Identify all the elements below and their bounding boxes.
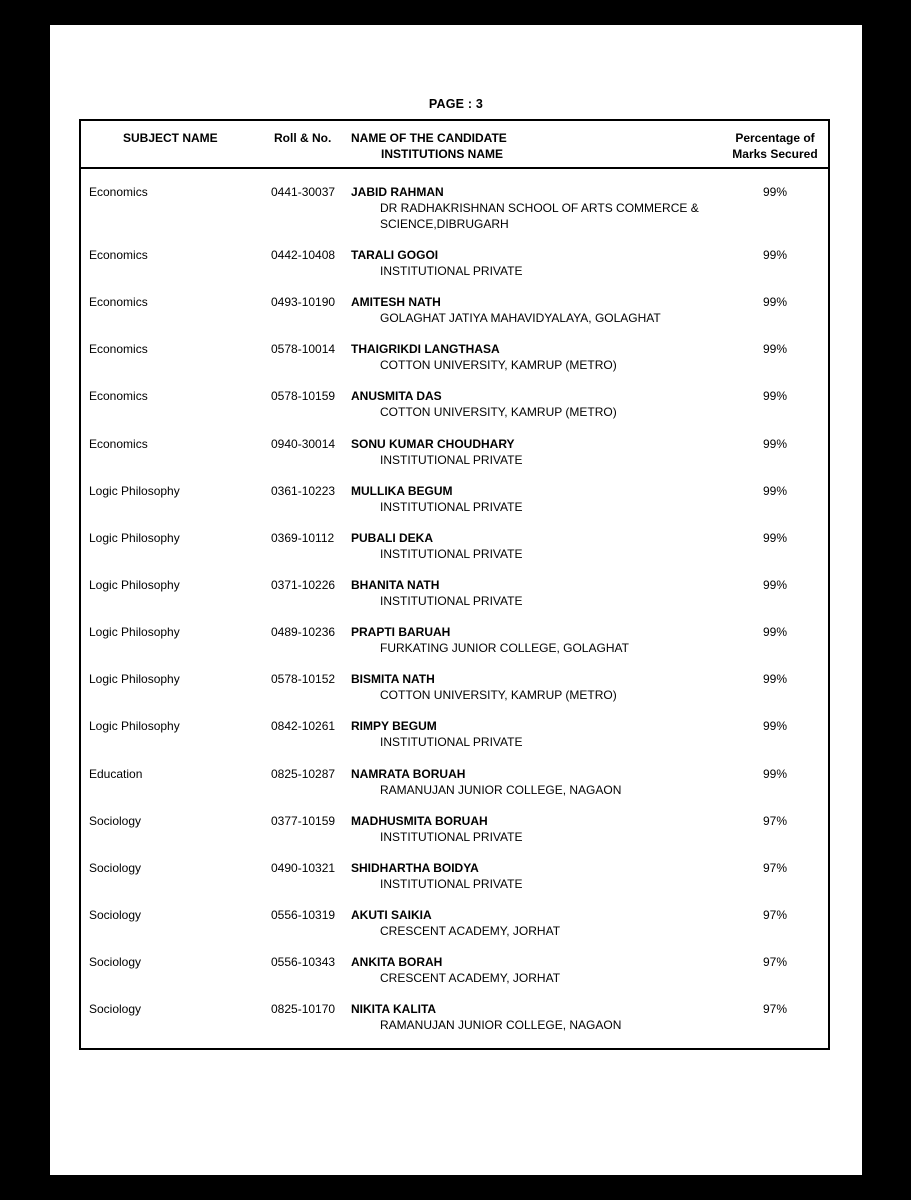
percentage-cell: 99% [762, 625, 788, 639]
header-roll: Roll & No. [274, 131, 332, 145]
percentage-cell: 97% [762, 861, 788, 875]
candidate-name: TARALI GOGOI [351, 248, 439, 262]
candidate-name: SHIDHARTHA BOIDYA [351, 861, 479, 875]
subject-cell: Logic Philosophy [89, 531, 180, 545]
roll-cell: 0578-10152 [271, 672, 336, 686]
header-pct-line2: Marks Secured [732, 147, 818, 161]
subject-cell: Logic Philosophy [89, 578, 180, 592]
roll-cell: 0940-30014 [271, 437, 336, 451]
subject-cell: Economics [89, 342, 148, 356]
table-header [81, 121, 828, 169]
candidate-name: SONU KUMAR CHOUDHARY [351, 437, 515, 451]
percentage-cell: 99% [762, 484, 788, 498]
institution-name: INSTITUTIONAL PRIVATE [380, 547, 523, 561]
institution-name: COTTON UNIVERSITY, KAMRUP (METRO) [380, 688, 617, 702]
percentage-cell: 97% [762, 1002, 788, 1016]
candidate-name: AMITESH NATH [351, 295, 441, 309]
header-name-line2: INSTITUTIONS NAME [381, 147, 503, 161]
percentage-cell: 99% [762, 767, 788, 781]
percentage-cell: 99% [762, 389, 788, 403]
institution-name: FURKATING JUNIOR COLLEGE, GOLAGHAT [380, 641, 629, 655]
percentage-cell: 99% [762, 437, 788, 451]
roll-cell: 0842-10261 [271, 719, 336, 733]
percentage-cell: 99% [762, 185, 788, 199]
institution-name: COTTON UNIVERSITY, KAMRUP (METRO) [380, 358, 617, 372]
institution-name: INSTITUTIONAL PRIVATE [380, 830, 523, 844]
percentage-cell: 99% [762, 672, 788, 686]
subject-cell: Logic Philosophy [89, 719, 180, 733]
subject-cell: Sociology [89, 908, 142, 922]
header-name-line1: NAME OF THE CANDIDATE [351, 131, 507, 145]
candidate-name: PRAPTI BARUAH [351, 625, 451, 639]
candidate-name: THAIGRIKDI LANGTHASA [351, 342, 500, 356]
percentage-cell: 97% [762, 814, 788, 828]
document-page [50, 25, 862, 1175]
roll-cell: 0442-10408 [271, 248, 336, 262]
percentage-cell: 99% [762, 531, 788, 545]
institution-name: CRESCENT ACADEMY, JORHAT [380, 924, 561, 938]
roll-cell: 0490-10321 [271, 861, 336, 875]
institution-name: INSTITUTIONAL PRIVATE [380, 264, 523, 278]
percentage-cell: 99% [762, 578, 788, 592]
roll-cell: 0369-10112 [271, 531, 335, 545]
roll-cell: 0493-10190 [271, 295, 336, 309]
roll-cell: 0825-10287 [271, 767, 336, 781]
candidate-name: BISMITA NATH [351, 672, 435, 686]
subject-cell: Sociology [89, 955, 142, 969]
results-table [79, 119, 830, 1050]
roll-cell: 0556-10319 [271, 908, 336, 922]
subject-cell: Economics [89, 437, 148, 451]
header-subject: SUBJECT NAME [123, 131, 218, 145]
roll-cell: 0556-10343 [271, 955, 336, 969]
subject-cell: Economics [89, 295, 148, 309]
roll-cell: 0371-10226 [271, 578, 336, 592]
candidate-name: AKUTI SAIKIA [351, 908, 432, 922]
institution-name: RAMANUJAN JUNIOR COLLEGE, NAGAON [380, 1018, 622, 1032]
subject-cell: Economics [89, 185, 148, 199]
subject-cell: Economics [89, 389, 148, 403]
subject-cell: Sociology [89, 1002, 142, 1016]
institution-name: INSTITUTIONAL PRIVATE [380, 594, 523, 608]
candidate-name: NAMRATA BORUAH [351, 767, 466, 781]
institution-name: INSTITUTIONAL PRIVATE [380, 500, 523, 514]
candidate-name: RIMPY BEGUM [351, 719, 437, 733]
candidate-name: BHANITA NATH [351, 578, 440, 592]
subject-cell: Sociology [89, 861, 142, 875]
candidate-name: ANKITA BORAH [351, 955, 443, 969]
subject-cell: Education [89, 767, 143, 781]
percentage-cell: 97% [762, 955, 788, 969]
institution-name: GOLAGHAT JATIYA MAHAVIDYALAYA, GOLAGHAT [380, 311, 661, 325]
candidate-name: JABID RAHMAN [351, 185, 444, 199]
subject-cell: Logic Philosophy [89, 484, 180, 498]
header-pct-line1: Percentage of [735, 131, 815, 145]
candidate-name: PUBALI DEKA [351, 531, 434, 545]
candidate-name: NIKITA KALITA [351, 1002, 437, 1016]
roll-cell: 0489-10236 [271, 625, 336, 639]
subject-cell: Economics [89, 248, 148, 262]
percentage-cell: 97% [762, 908, 788, 922]
institution-name: CRESCENT ACADEMY, JORHAT [380, 971, 561, 985]
percentage-cell: 99% [762, 719, 788, 733]
subject-cell: Logic Philosophy [89, 672, 180, 686]
header-name [351, 130, 507, 162]
roll-cell: 0825-10170 [271, 1002, 336, 1016]
institution-name: INSTITUTIONAL PRIVATE [380, 877, 523, 891]
subject-cell: Logic Philosophy [89, 625, 180, 639]
page-number: PAGE : 3 [428, 97, 484, 111]
percentage-cell: 99% [762, 248, 788, 262]
candidate-name: MULLIKA BEGUM [351, 484, 453, 498]
header-percentage [725, 130, 825, 162]
candidate-name: ANUSMITA DAS [351, 389, 442, 403]
roll-cell: 0578-10159 [271, 389, 336, 403]
institution-name: DR RADHAKRISHNAN SCHOOL OF ARTS COMMERCE & SCIENCE,DIBRUGARH [380, 201, 699, 231]
institution-name: COTTON UNIVERSITY, KAMRUP (METRO) [380, 405, 617, 419]
institution-name: INSTITUTIONAL PRIVATE [380, 735, 523, 749]
percentage-cell: 99% [762, 295, 788, 309]
institution-name: INSTITUTIONAL PRIVATE [380, 453, 523, 467]
percentage-cell: 99% [762, 342, 788, 356]
roll-cell: 0441-30037 [271, 185, 336, 199]
candidate-name: MADHUSMITA BORUAH [351, 814, 488, 828]
roll-cell: 0361-10223 [271, 484, 336, 498]
subject-cell: Sociology [89, 814, 142, 828]
roll-cell: 0578-10014 [271, 342, 336, 356]
roll-cell: 0377-10159 [271, 814, 336, 828]
institution-name: RAMANUJAN JUNIOR COLLEGE, NAGAON [380, 783, 622, 797]
